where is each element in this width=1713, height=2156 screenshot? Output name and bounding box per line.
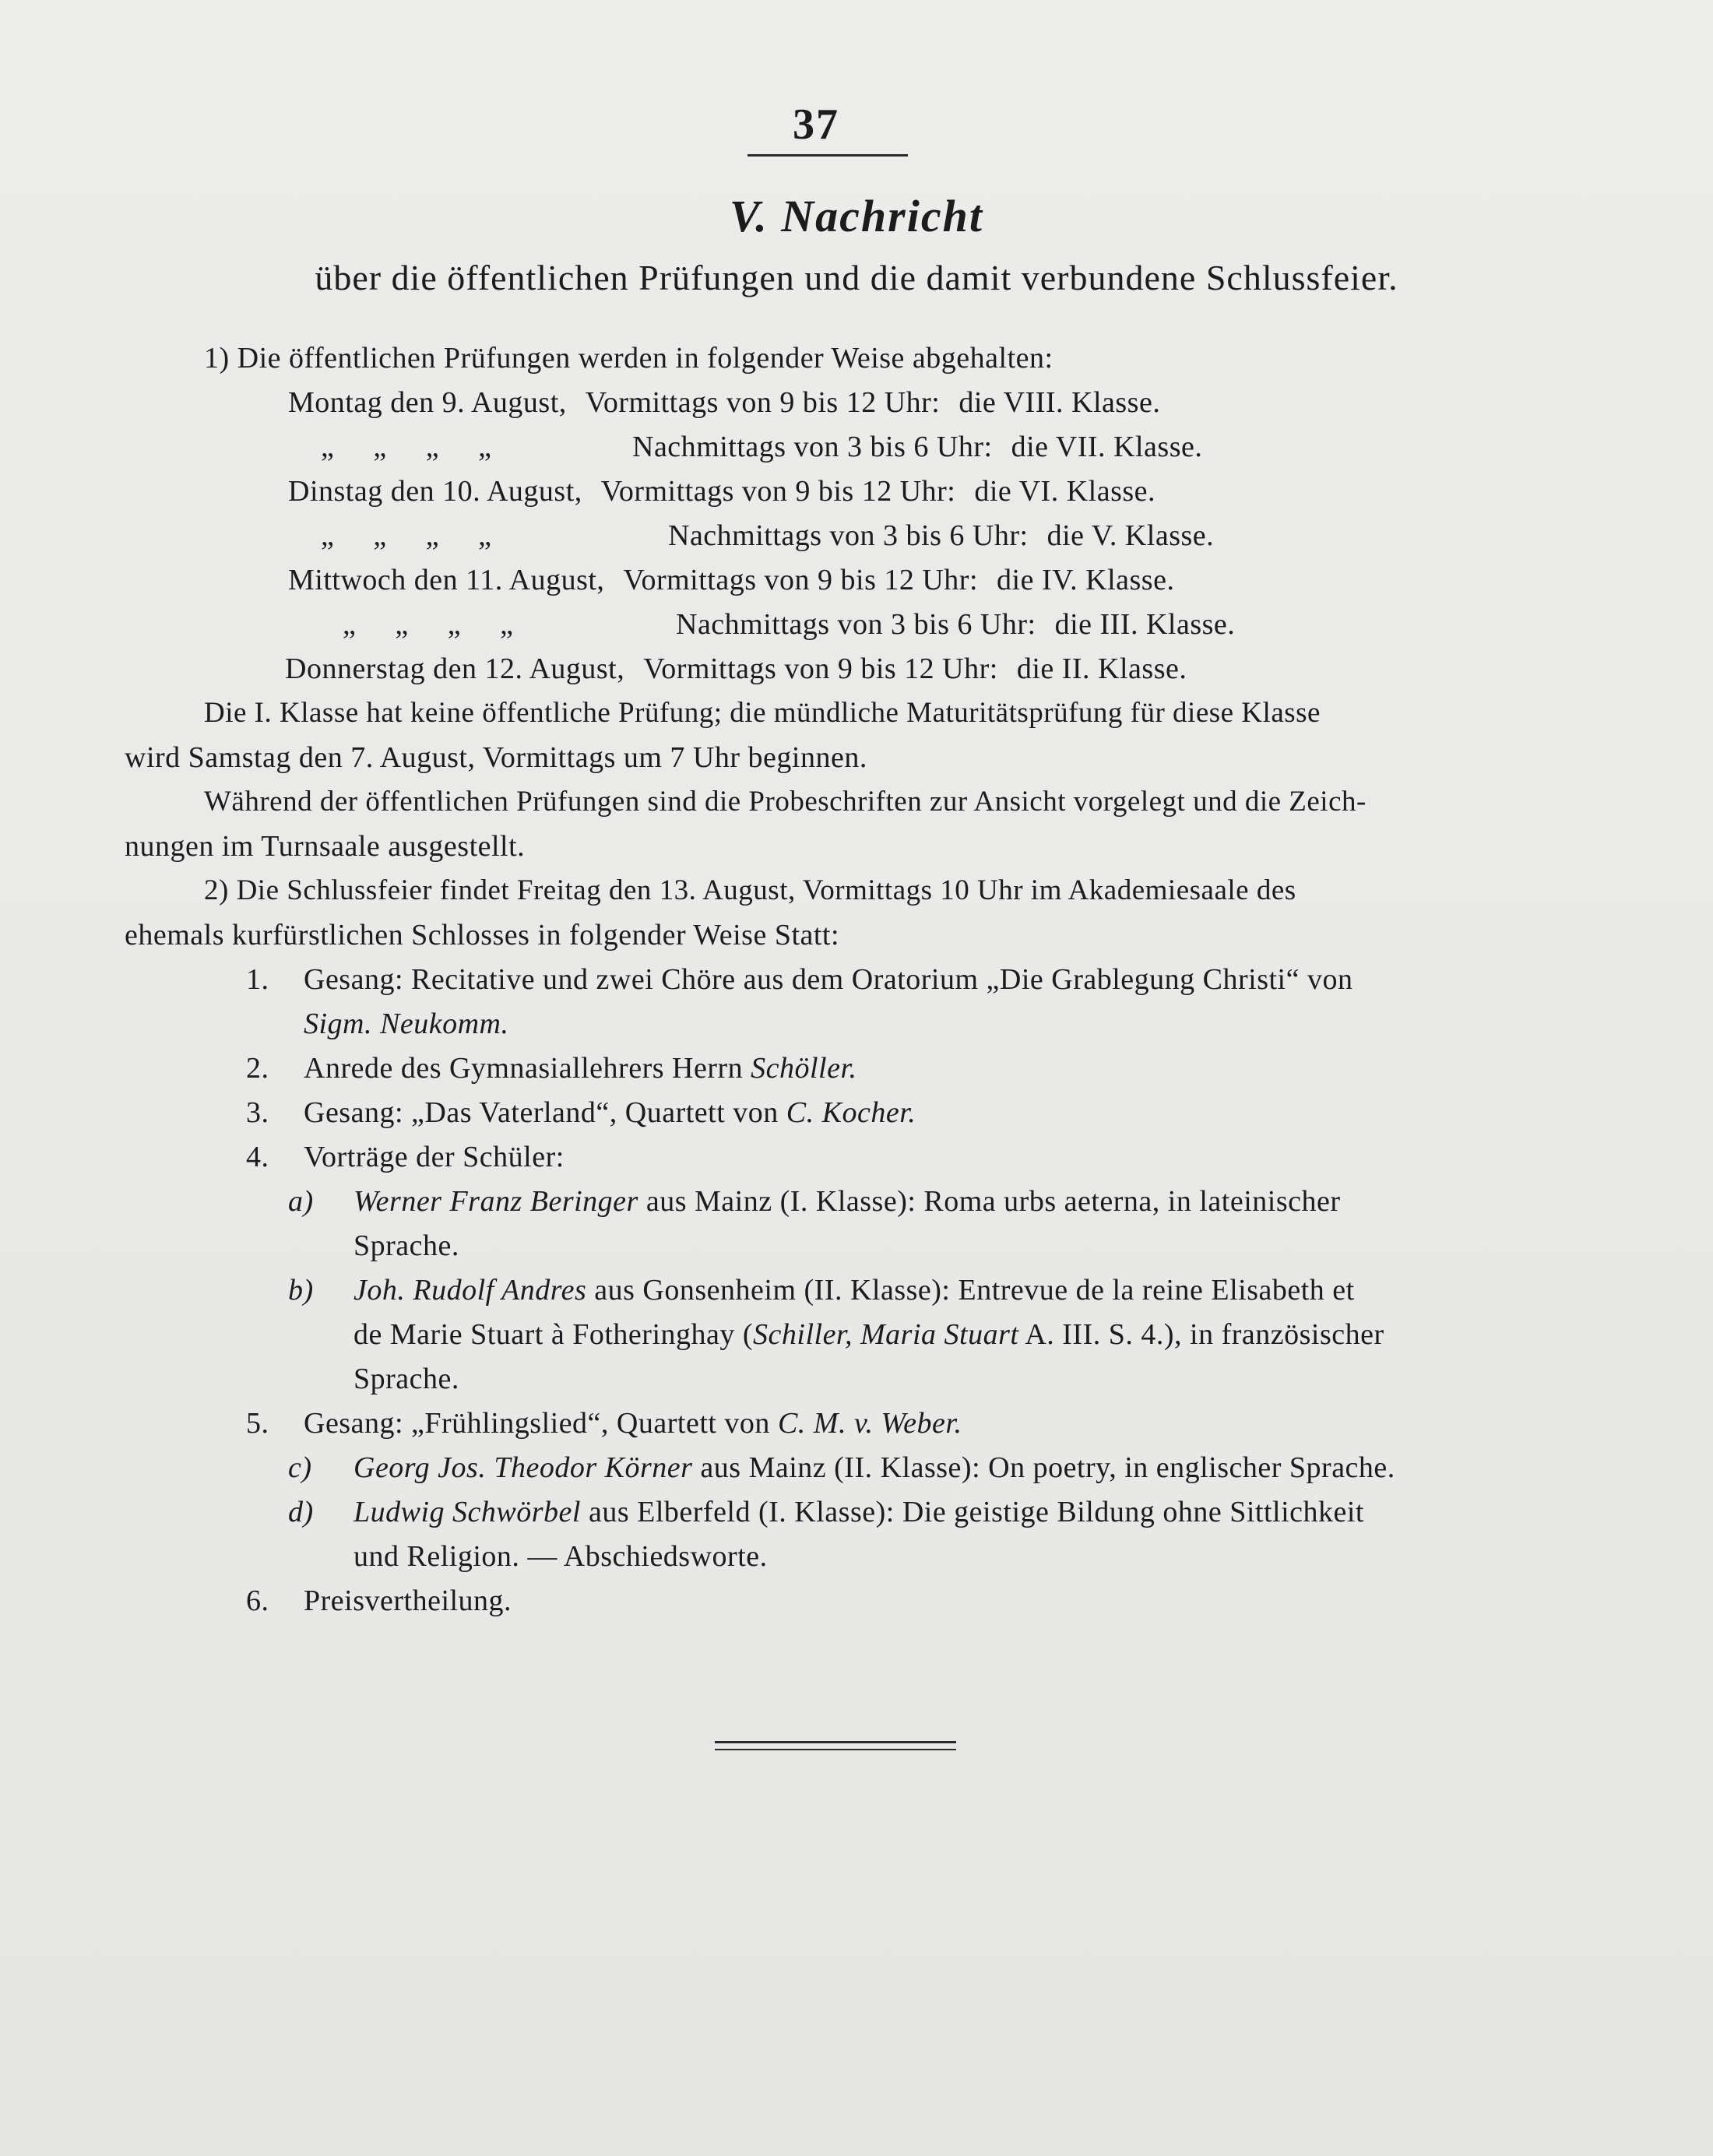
speech-topic: aus Gonsenheim (II. Klasse): Entrevue de la reine Elisabeth et xyxy=(594,1274,1355,1307)
item-text: Vorträge der Schüler: xyxy=(304,1141,565,1173)
schedule-time: Vormittags von 9 bis 12 Uhr: xyxy=(585,386,941,419)
speech-letter: c) xyxy=(288,1451,312,1484)
speech-b-line1 xyxy=(288,1272,1355,1308)
section-subheading: über die öffentlichen Prüfungen und die damit verbundene Schlussfeier. xyxy=(315,258,1398,297)
item-text: Gesang: Recitative und zwei Chöre aus dem Oratorium „Die Grablegung Christi“ von xyxy=(304,963,1353,996)
item-person: C. Kocher. xyxy=(786,1096,916,1129)
program-item-5 xyxy=(246,1405,962,1441)
speech-d-line2: und Religion. — Abschiedsworte. xyxy=(354,1540,768,1573)
schedule-day: Dinstag den 10. August, xyxy=(288,475,582,508)
schedule-row-6 xyxy=(343,607,1235,642)
speech-speaker: Ludwig Schwörbel xyxy=(354,1496,581,1528)
item-number: 6. xyxy=(246,1584,269,1617)
item-number: 4. xyxy=(246,1141,269,1173)
program-item-1 xyxy=(246,962,1352,997)
schedule-class: die IV. Klasse. xyxy=(997,564,1175,596)
speech-b-line2 xyxy=(354,1317,1384,1352)
section2-line2: ehemals kurfürstlichen Schlosses in folgender Weise Statt: xyxy=(125,919,840,951)
closing-rule-top xyxy=(715,1741,956,1743)
program-item-6 xyxy=(246,1583,512,1619)
program-item-2 xyxy=(246,1050,857,1086)
speech-speaker: Werner Franz Beringer xyxy=(354,1185,638,1218)
speech-topic-part: A. III. S. 4.), in französischer xyxy=(1025,1318,1384,1351)
speech-reference: Schiller, Maria Stuart xyxy=(753,1318,1019,1351)
schedule-row-2 xyxy=(321,429,1202,465)
schedule-day: „ „ „ „ xyxy=(321,519,492,552)
section1-intro: 1) Die öffentlichen Prüfungen werden in folgender Weise abgehalten: xyxy=(204,342,1053,375)
schedule-row-4 xyxy=(321,518,1214,554)
program-item-3 xyxy=(246,1095,916,1131)
item-text: Gesang: „Frühlingslied“, Quartett von xyxy=(304,1407,770,1440)
schedule-class: die VII. Klasse. xyxy=(1011,431,1203,463)
speech-speaker: Georg Jos. Theodor Körner xyxy=(354,1451,693,1484)
closing-rule-bottom xyxy=(715,1749,956,1750)
schedule-row-5 xyxy=(288,562,1174,598)
section-heading: V. Nachricht xyxy=(730,191,983,241)
speech-topic-part: de Marie Stuart à Fotheringhay ( xyxy=(354,1318,754,1351)
schedule-day: Donnerstag den 12. August, xyxy=(285,652,625,685)
schedule-time: Nachmittags von 3 bis 6 Uhr: xyxy=(676,608,1036,641)
schedule-row-3 xyxy=(288,473,1155,509)
schedule-class: die V. Klasse. xyxy=(1046,519,1215,552)
schedule-class: die VI. Klasse. xyxy=(974,475,1156,508)
schedule-class: die III. Klasse. xyxy=(1054,608,1236,641)
schedule-time: Vormittags von 9 bis 12 Uhr: xyxy=(623,564,979,596)
schedule-day: Montag den 9. August, xyxy=(288,386,567,419)
speech-d-line1 xyxy=(288,1494,1364,1530)
item-number: 1. xyxy=(246,963,269,996)
schedule-time: Vormittags von 9 bis 12 Uhr: xyxy=(643,652,998,685)
speech-topic: aus Elberfeld (I. Klasse): Die geistige Bildung ohne Sittlichkeit xyxy=(588,1496,1364,1528)
program-item-4 xyxy=(246,1139,565,1175)
item-1-author: Sigm. Neukomm. xyxy=(304,1008,509,1040)
item-person: C. M. v. Weber. xyxy=(777,1407,962,1440)
header-rule xyxy=(747,154,908,157)
schedule-time: Nachmittags von 3 bis 6 Uhr: xyxy=(668,519,1029,552)
speech-letter: a) xyxy=(288,1185,314,1218)
schedule-row-1 xyxy=(288,385,1160,420)
speech-a-line1 xyxy=(288,1184,1341,1219)
speech-c-line1 xyxy=(288,1450,1395,1486)
speech-a-line2: Sprache. xyxy=(354,1229,459,1262)
page-number: 37 xyxy=(793,100,839,149)
schedule-time: Nachmittags von 3 bis 6 Uhr: xyxy=(632,431,993,463)
schedule-day: „ „ „ „ xyxy=(321,431,492,463)
speech-topic: aus Mainz (II. Klasse): On poetry, in englischer Sprache. xyxy=(700,1451,1395,1484)
speech-letter: b) xyxy=(288,1274,314,1307)
schedule-day: Mittwoch den 11. August, xyxy=(288,564,605,596)
item-number: 2. xyxy=(246,1052,269,1085)
item-number: 3. xyxy=(246,1096,269,1129)
schedule-day: „ „ „ „ xyxy=(343,608,514,641)
schedule-time: Vormittags von 9 bis 12 Uhr: xyxy=(600,475,956,508)
speech-b-line3: Sprache. xyxy=(354,1363,459,1395)
section2-line1: 2) Die Schlussfeier findet Freitag den 13. August, Vormittags 10 Uhr im Akademiesaale des xyxy=(204,874,1296,906)
para-first-class-line1: Die I. Klasse hat keine öffentliche Prüfung; die mündliche Maturitätsprüfung für diese Klasse xyxy=(204,697,1321,729)
schedule-row-7 xyxy=(285,651,1187,687)
item-number: 5. xyxy=(246,1407,269,1440)
schedule-class: die II. Klasse. xyxy=(1016,652,1187,685)
para-exams-line2: nungen im Turnsaale ausgestellt. xyxy=(125,830,526,863)
para-exams-line1: Während der öffentlichen Prüfungen sind die Probeschriften zur Ansicht vorgelegt und die Zeich- xyxy=(204,786,1367,818)
item-text: Anrede des Gymnasiallehrers Herrn xyxy=(304,1052,744,1085)
speech-speaker: Joh. Rudolf Andres xyxy=(354,1274,587,1307)
schedule-class: die VIII. Klasse. xyxy=(959,386,1161,419)
speech-topic: aus Mainz (I. Klasse): Roma urbs aeterna, in lateinischer xyxy=(645,1185,1341,1218)
item-person: Schöller. xyxy=(751,1052,857,1085)
item-text: Gesang: „Das Vaterland“, Quartett von xyxy=(304,1096,779,1129)
para-first-class-line2: wird Samstag den 7. August, Vormittags um 7 Uhr beginnen. xyxy=(125,741,867,774)
item-text: Preisvertheilung. xyxy=(304,1584,512,1617)
speech-letter: d) xyxy=(288,1496,314,1528)
